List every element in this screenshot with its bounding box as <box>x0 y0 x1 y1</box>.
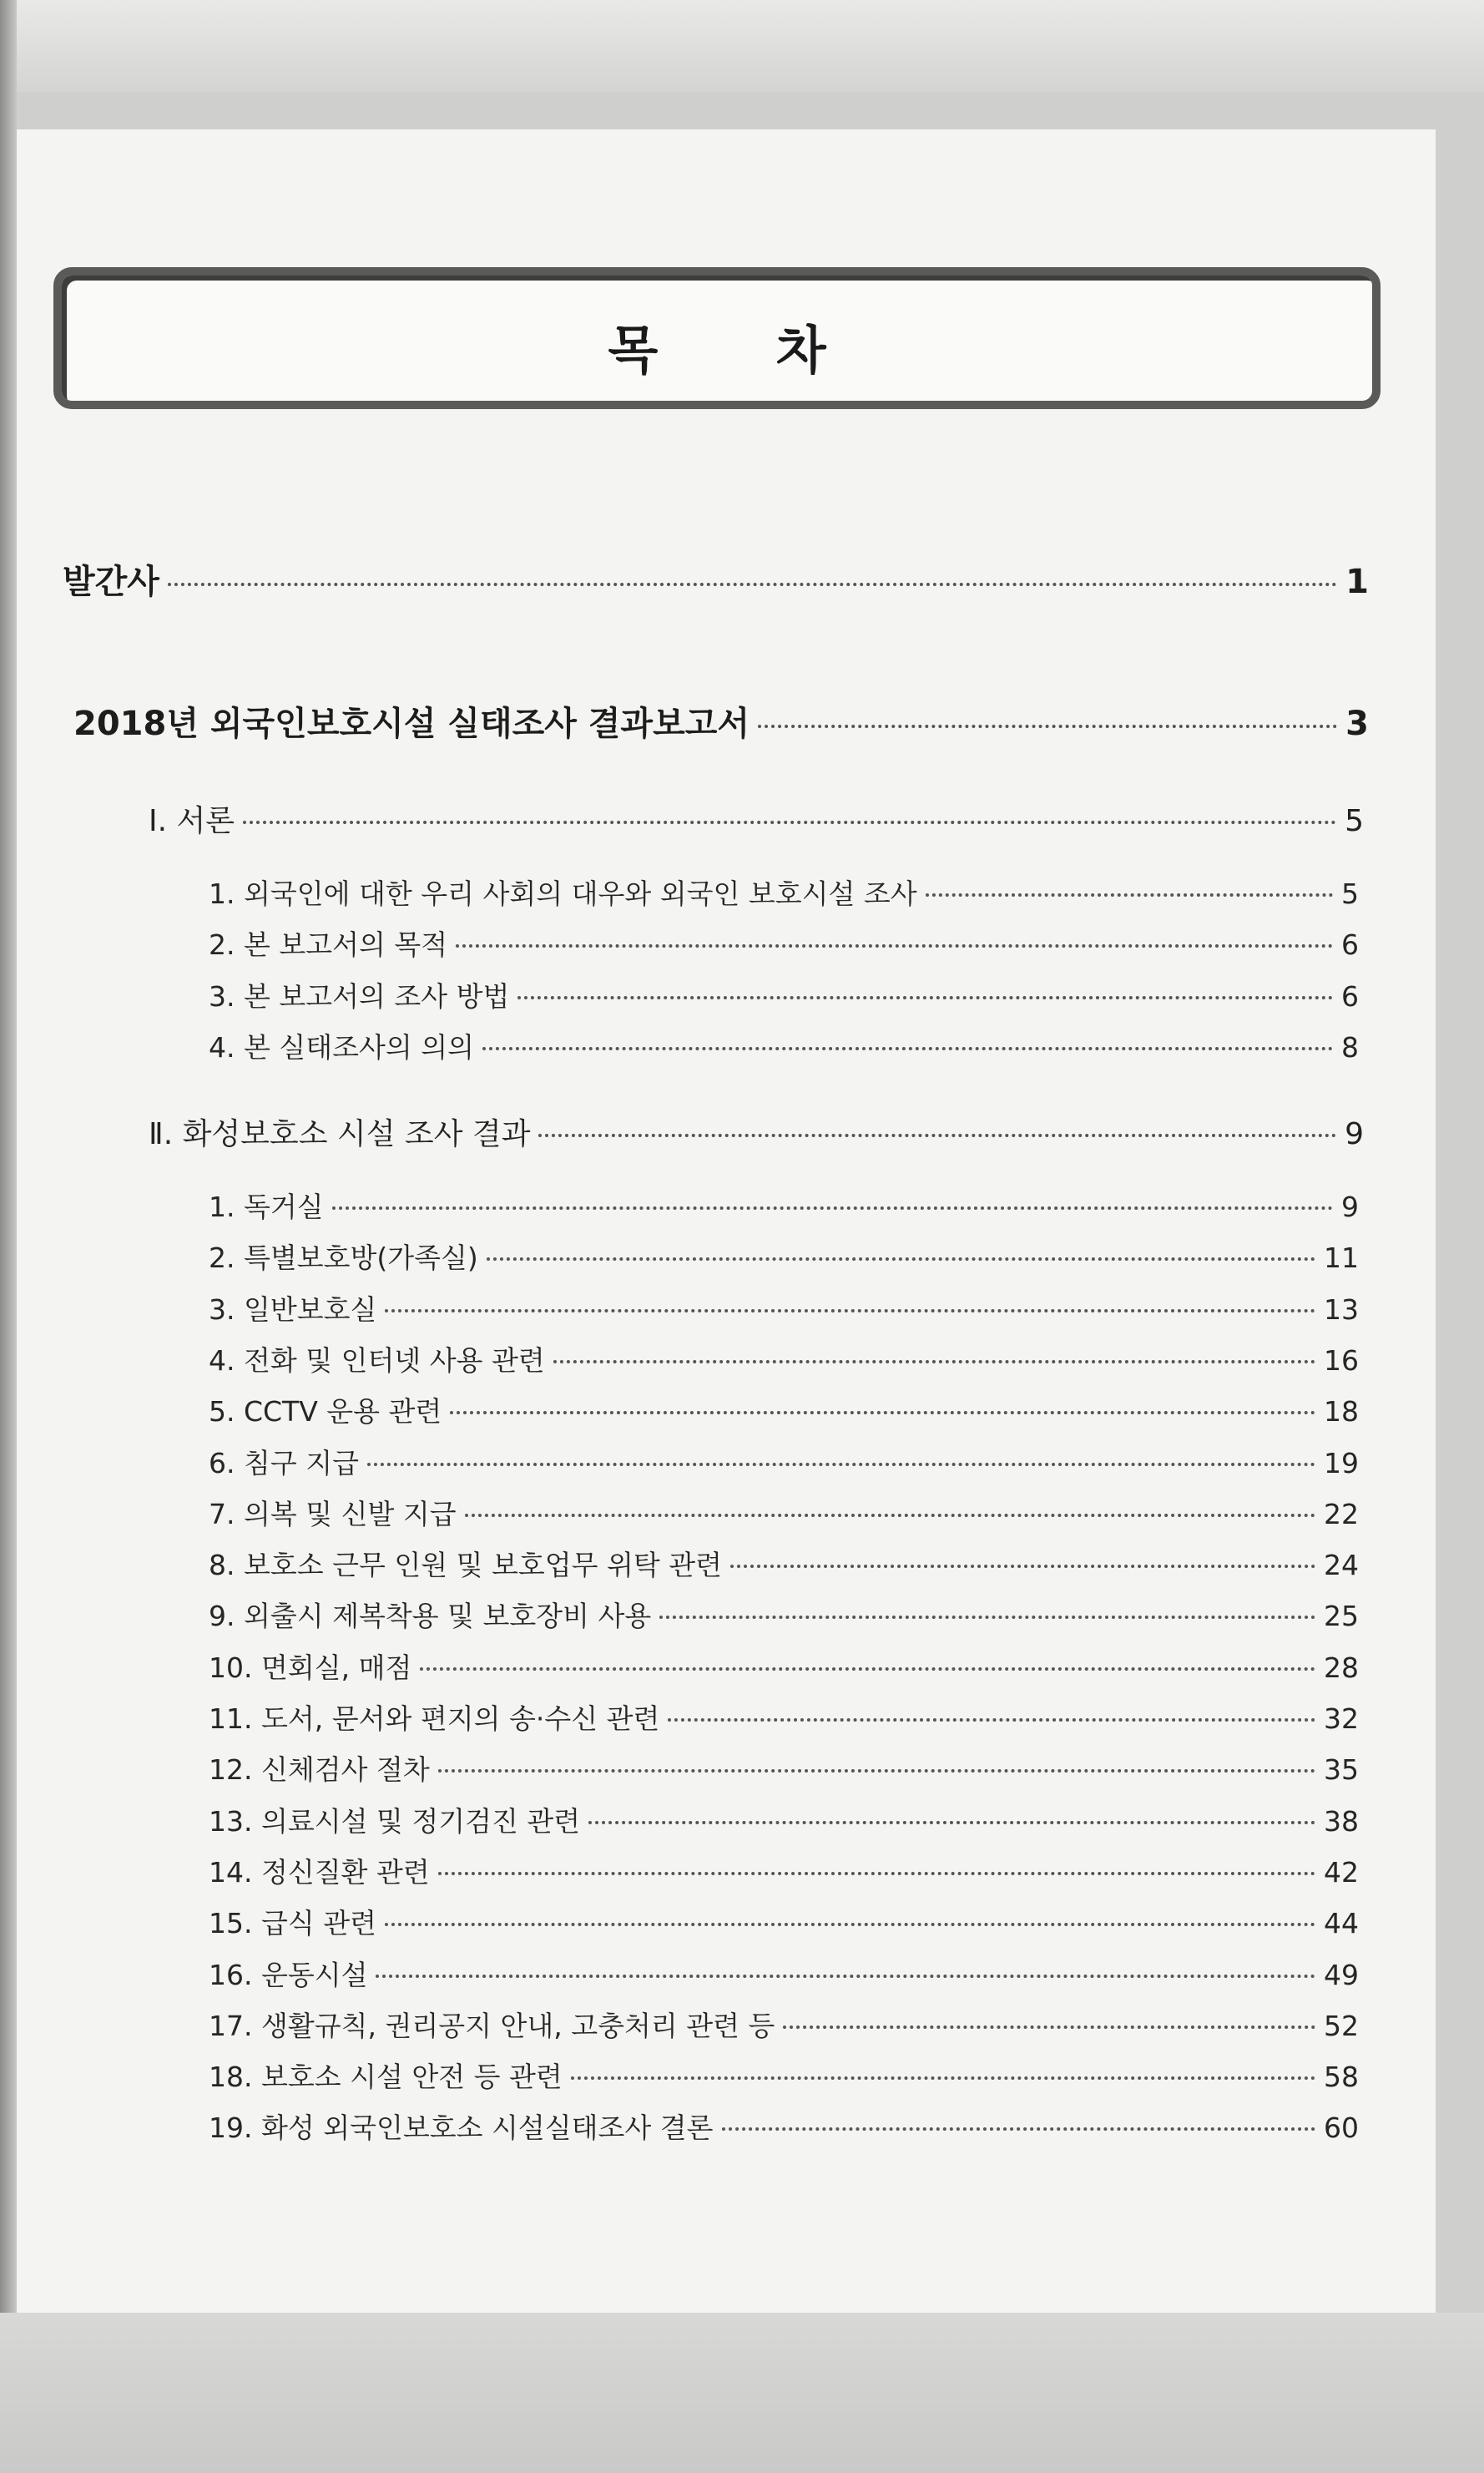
toc-page-number: 6 <box>1341 980 1359 1013</box>
toc-page-number: 9 <box>1345 1117 1364 1151</box>
toc-section[interactable] <box>149 1110 1364 1153</box>
toc-page-number: 22 <box>1324 1498 1359 1530</box>
dot-leader <box>243 821 1336 824</box>
toc-page-number: 1 <box>1345 563 1369 601</box>
toc-entry-label: 18. 보호소 시설 안전 등 관련 <box>209 2061 563 2093</box>
toc-item[interactable] <box>209 1288 1359 1328</box>
dot-leader <box>571 2076 1315 2080</box>
toc-item[interactable] <box>209 1851 1359 1890</box>
toc-entry-label: 15. 급식 관련 <box>209 1907 376 1939</box>
dot-leader <box>438 1769 1315 1773</box>
toc-page-number: 9 <box>1341 1191 1359 1223</box>
toc-page-number: 52 <box>1324 2010 1359 2042</box>
toc-page-number: 8 <box>1341 1031 1359 1064</box>
dot-leader <box>517 996 1333 999</box>
toc-entry-label: 2. 본 보고서의 목적 <box>209 928 448 961</box>
dot-leader <box>456 944 1333 948</box>
toc-item[interactable] <box>209 1186 1359 1225</box>
toc-page-number: 44 <box>1324 1907 1359 1939</box>
toc-entry-label: 12. 신체검사 절차 <box>209 1753 430 1786</box>
toc-page-number: 32 <box>1324 1702 1359 1735</box>
dot-leader <box>465 1514 1315 1517</box>
toc-page-number: 18 <box>1324 1395 1359 1428</box>
dot-leader <box>758 725 1337 728</box>
toc-page-number: 13 <box>1324 1293 1359 1326</box>
toc-item[interactable] <box>209 1442 1359 1481</box>
dot-leader <box>730 1565 1315 1568</box>
toc-page-number: 5 <box>1345 804 1364 838</box>
dot-leader <box>538 1134 1336 1137</box>
toc-entry-label: 3. 일반보호실 <box>209 1293 377 1326</box>
toc-item[interactable] <box>209 872 1359 912</box>
dot-leader <box>668 1718 1315 1722</box>
dot-leader <box>588 1821 1315 1824</box>
dot-leader <box>376 1975 1315 1978</box>
dot-leader <box>487 1257 1315 1261</box>
toc-entry-label: 16. 운동시설 <box>209 1959 368 1991</box>
dot-leader <box>332 1206 1333 1210</box>
toc-entry-label: 17. 생활규칙, 권리공지 안내, 고충처리 관련 등 <box>209 2010 775 2042</box>
toc-item[interactable] <box>209 2106 1359 2146</box>
dot-leader <box>450 1411 1315 1414</box>
toc-entry-report[interactable] <box>73 697 1369 745</box>
dot-leader <box>367 1463 1315 1466</box>
toc-item[interactable] <box>209 923 1359 963</box>
background-left-edge <box>0 0 17 2473</box>
toc-page-number: 38 <box>1324 1805 1359 1838</box>
toc-entry-label: 8. 보호소 근무 인원 및 보호업무 위탁 관련 <box>209 1549 722 1581</box>
toc-item[interactable] <box>209 1390 1359 1429</box>
toc-item[interactable] <box>209 1236 1359 1276</box>
toc-page-number: 25 <box>1324 1600 1359 1632</box>
toc-page-number: 3 <box>1345 705 1369 743</box>
toc-item[interactable] <box>209 1902 1359 1941</box>
toc-page-number: 5 <box>1341 877 1359 910</box>
toc-entry-label: 4. 전화 및 인터넷 사용 관련 <box>209 1344 545 1377</box>
toc-entry-label: 5. CCTV 운용 관련 <box>209 1395 442 1428</box>
toc-entry-label: 4. 본 실태조사의 의의 <box>209 1031 474 1064</box>
background-bottom <box>0 2313 1484 2473</box>
dot-leader <box>385 1309 1315 1312</box>
toc-entry-label: 14. 정신질환 관련 <box>209 1856 430 1889</box>
toc-page-number: 35 <box>1324 1753 1359 1786</box>
toc-page-number: 19 <box>1324 1447 1359 1479</box>
dot-leader <box>385 1923 1315 1926</box>
toc-item[interactable] <box>209 1646 1359 1686</box>
toc-item[interactable] <box>209 2056 1359 2095</box>
toc-entry-label: 발간사 <box>63 563 159 601</box>
toc-item[interactable] <box>209 1339 1359 1378</box>
toc-entry-label: 13. 의료시설 및 정기검진 관련 <box>209 1805 581 1838</box>
dot-leader <box>420 1667 1315 1671</box>
toc-entry-front[interactable] <box>63 555 1369 603</box>
toc-item[interactable] <box>209 1954 1359 1993</box>
toc-entry-label: 3. 본 보고서의 조사 방법 <box>209 980 510 1013</box>
background-top <box>0 0 1484 92</box>
toc-page-number: 6 <box>1341 928 1359 961</box>
toc-item[interactable] <box>209 2005 1359 2044</box>
toc-item[interactable] <box>209 1800 1359 1839</box>
toc-page-number: 24 <box>1324 1549 1359 1581</box>
toc-entry-label: 10. 면회실, 매점 <box>209 1651 412 1684</box>
toc-entry-label: 2018년 외국인보호시설 실태조사 결과보고서 <box>73 705 750 743</box>
toc-entry-label: 6. 침구 지급 <box>209 1447 359 1479</box>
dot-leader <box>168 583 1337 586</box>
toc-entry-label: Ⅰ. 서론 <box>149 804 235 838</box>
toc-title-box <box>53 267 1381 409</box>
toc-item[interactable] <box>209 1544 1359 1583</box>
dot-leader <box>553 1360 1315 1363</box>
toc-item[interactable] <box>209 1595 1359 1634</box>
toc-page-number: 16 <box>1324 1344 1359 1377</box>
toc-entry-label: Ⅱ. 화성보호소 시설 조사 결과 <box>149 1117 531 1151</box>
toc-item[interactable] <box>209 975 1359 1014</box>
toc-page-number: 11 <box>1324 1242 1359 1274</box>
dot-leader <box>438 1872 1315 1875</box>
toc-section[interactable] <box>149 797 1364 840</box>
toc-entry-label: 19. 화성 외국인보호소 시설실태조사 결론 <box>209 2111 714 2144</box>
toc-item[interactable] <box>209 1697 1359 1737</box>
toc-entry-label: 1. 독거실 <box>209 1191 324 1223</box>
toc-title: 목 차 <box>608 320 876 381</box>
toc-entry-label: 1. 외국인에 대한 우리 사회의 대우와 외국인 보호시설 조사 <box>209 877 917 910</box>
dot-leader <box>783 2025 1315 2029</box>
toc-entry-label: 9. 외출시 제복착용 및 보호장비 사용 <box>209 1600 652 1632</box>
toc-page-number: 58 <box>1324 2061 1359 2093</box>
dot-leader <box>926 893 1333 897</box>
toc-item[interactable] <box>209 1493 1359 1532</box>
toc-page-number: 42 <box>1324 1856 1359 1889</box>
toc-item[interactable] <box>209 1026 1359 1065</box>
toc-item[interactable] <box>209 1748 1359 1788</box>
toc-page-number: 60 <box>1324 2111 1359 2144</box>
toc-entry-label: 7. 의복 및 신발 지급 <box>209 1498 457 1530</box>
toc-page-number: 28 <box>1324 1651 1359 1684</box>
dot-leader <box>659 1616 1315 1619</box>
toc-entry-label: 11. 도서, 문서와 편지의 송·수신 관련 <box>209 1702 660 1735</box>
dot-leader <box>482 1047 1333 1050</box>
toc-entry-label: 2. 특별보호방(가족실) <box>209 1242 478 1274</box>
toc-page-number: 49 <box>1324 1959 1359 1991</box>
dot-leader <box>722 2127 1316 2131</box>
